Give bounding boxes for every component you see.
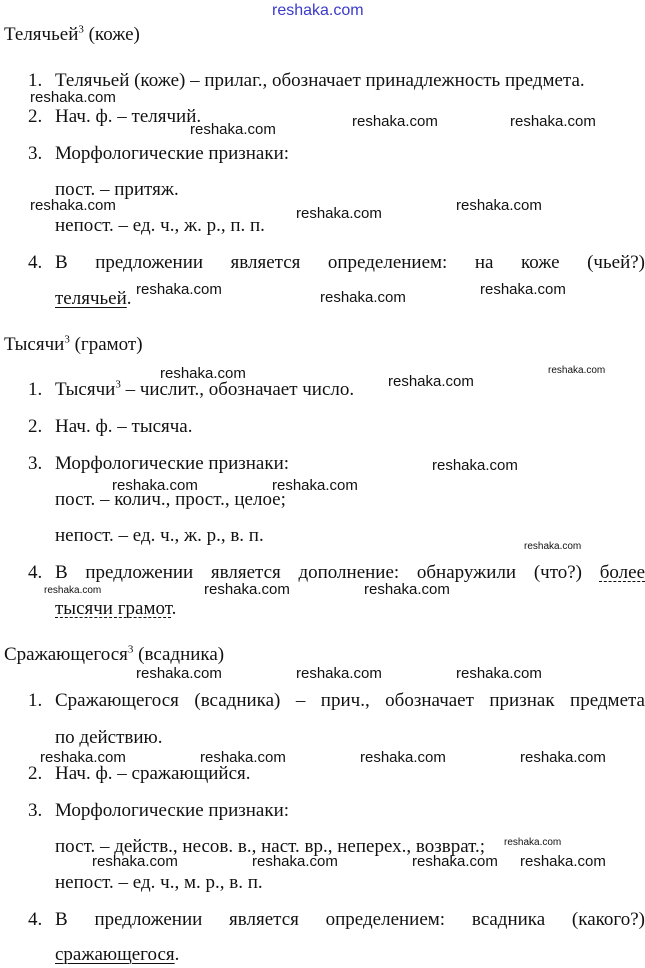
constant-features: пост. – колич., прост., целое; <box>55 489 286 510</box>
item-text-cont: по действию. <box>55 727 163 748</box>
item-text: Нач. ф. – тысяча. <box>55 416 193 437</box>
item-text: Нач. ф. – телячий. <box>55 106 202 127</box>
item-number: 1. <box>28 379 43 400</box>
item-number: 4. <box>28 909 43 930</box>
watermark: reshaka.com <box>30 89 116 106</box>
variable-features: непост. – ед. ч., м. р., в. п. <box>55 872 263 893</box>
heading-word: Телячьей <box>4 24 79 45</box>
watermark: reshaka.com <box>520 853 606 870</box>
heading-suffix: (грамот) <box>69 334 143 355</box>
underlined-word: более <box>599 562 645 583</box>
watermark: reshaka.com <box>296 205 382 222</box>
watermark: reshaka.com <box>364 581 450 598</box>
item-text: Морфологические признаки: <box>55 800 290 821</box>
watermark: reshaka.com <box>432 457 518 474</box>
item-number: 2. <box>28 106 43 127</box>
watermark: reshaka.com <box>548 365 606 376</box>
watermark: reshaka.com <box>200 749 286 766</box>
item-number: 3. <box>28 143 43 164</box>
item-text: В предложении является определением: всадника (какого?) <box>55 909 645 930</box>
item-text-part: В предложении является дополнение: обнаружили (что?) <box>55 562 600 583</box>
item-number: 4. <box>28 252 43 273</box>
watermark: reshaka.com <box>204 581 290 598</box>
watermark: reshaka.com <box>296 665 382 682</box>
watermark: reshaka.com <box>520 749 606 766</box>
constant-features: пост. – притяж. <box>55 179 179 200</box>
watermark: reshaka.com <box>136 281 222 298</box>
watermark: reshaka.com <box>510 113 596 130</box>
watermark: reshaka.com <box>456 665 542 682</box>
watermark: reshaka.com <box>44 585 102 596</box>
watermark: reshaka.com <box>112 477 198 494</box>
item-text: Телячьей (коже) – прилаг., обозначает принадлежность предмета. <box>55 70 585 91</box>
underlined-word: сражающегося <box>55 944 175 965</box>
heading-word: Сражающегося <box>4 644 128 665</box>
watermark: reshaka.com <box>92 853 178 870</box>
watermark: reshaka.com <box>524 541 582 552</box>
heading-sup: 3 <box>127 643 134 656</box>
period: . <box>126 288 132 309</box>
period: . <box>174 944 180 965</box>
watermark: reshaka.com <box>272 477 358 494</box>
item-rest: – числит., обозначает число. <box>120 379 355 400</box>
item-number: 2. <box>28 416 43 437</box>
variable-features: непост. – ед. ч., ж. р., в. п. <box>55 525 264 546</box>
item-text: Морфологические признаки: <box>55 453 290 474</box>
watermark: reshaka.com <box>480 281 566 298</box>
item-text-cont <box>55 944 179 966</box>
constant-features: пост. – действ., несов. в., наст. вр., неперех., возврат.; <box>55 836 486 857</box>
item-number: 2. <box>28 763 43 784</box>
item-number: 4. <box>28 562 43 583</box>
site-watermark-top: reshaka.com <box>272 2 364 19</box>
item-text: Нач. ф. – сражающийся. <box>55 763 251 784</box>
watermark: reshaka.com <box>360 749 446 766</box>
watermark: reshaka.com <box>40 749 126 766</box>
watermark: reshaka.com <box>30 197 116 214</box>
heading-suffix: (коже) <box>83 24 140 45</box>
heading-word: Тысячи <box>4 334 65 355</box>
watermark: reshaka.com <box>252 853 338 870</box>
watermark: reshaka.com <box>320 289 406 306</box>
section-heading-2 <box>4 334 143 356</box>
watermark: reshaka.com <box>456 197 542 214</box>
watermark: reshaka.com <box>388 373 474 390</box>
watermark: reshaka.com <box>160 365 246 382</box>
item-text-cont <box>55 598 176 620</box>
item-word: Тысячи <box>55 379 116 400</box>
item-sup: 3 <box>115 378 121 391</box>
item-text: В предложении является определением: на коже (чьей?) <box>55 252 645 273</box>
variable-features: непост. – ед. ч., ж. р., п. п. <box>55 215 265 236</box>
item-text <box>55 379 354 401</box>
underlined-phrase: тысячи грамот <box>55 598 172 619</box>
item-text: Морфологические признаки: <box>55 143 290 164</box>
item-text <box>55 562 645 584</box>
item-number: 3. <box>28 800 43 821</box>
item-number: 1. <box>28 70 43 91</box>
period: . <box>171 598 177 619</box>
section-heading-1 <box>4 24 140 46</box>
watermark: reshaka.com <box>190 121 276 138</box>
section-heading-3 <box>4 644 224 666</box>
item-text: Сражающегося (всадника) – прич., обозначает признак предмета <box>55 690 645 711</box>
watermark: reshaka.com <box>352 113 438 130</box>
watermark: reshaka.com <box>504 837 562 848</box>
item-text-cont <box>55 288 132 310</box>
watermark: reshaka.com <box>136 665 222 682</box>
watermark: reshaka.com <box>412 853 498 870</box>
heading-sup: 3 <box>64 333 70 346</box>
item-number: 3. <box>28 453 43 474</box>
heading-suffix: (всадника) <box>133 644 225 665</box>
item-number: 1. <box>28 690 43 711</box>
heading-sup: 3 <box>78 23 84 36</box>
underlined-word: телячьей <box>55 288 127 309</box>
